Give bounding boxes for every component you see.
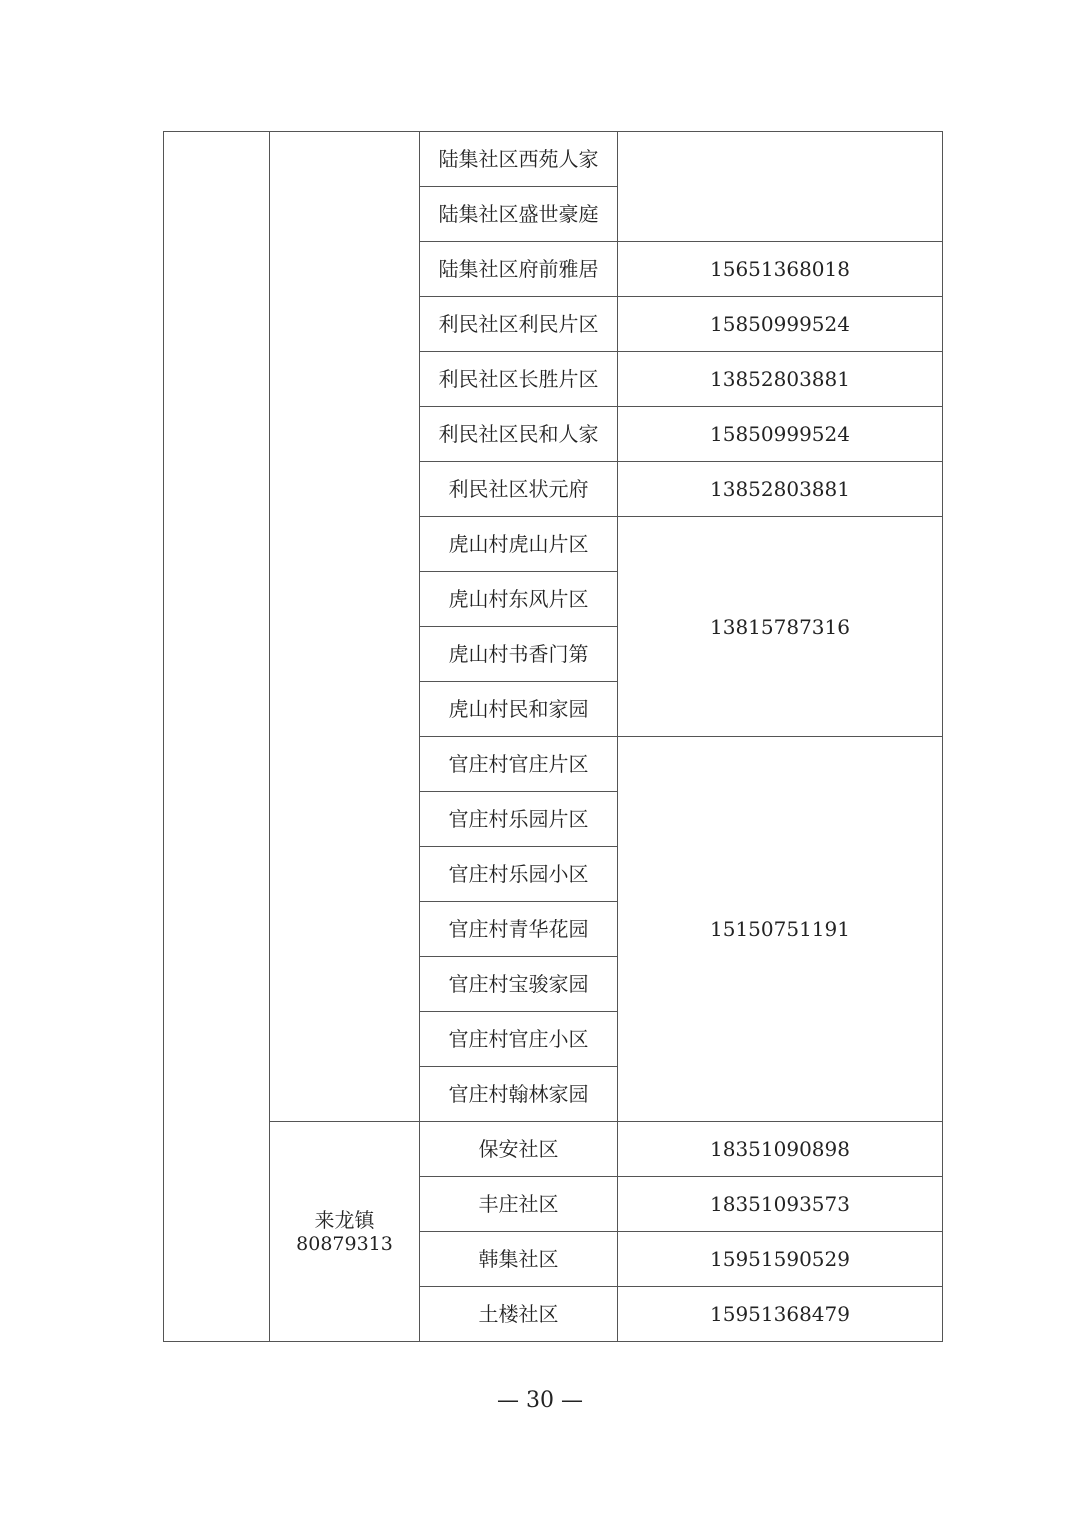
community-cell: 官庄村官庄小区: [420, 1012, 618, 1067]
community-cell: 陆集社区府前雅居: [420, 242, 618, 297]
district-cell: [164, 132, 270, 1342]
table-row: [164, 132, 943, 187]
town-cell: [270, 132, 420, 1122]
community-cell: 官庄村宝骏家园: [420, 957, 618, 1012]
phone-cell: 13852803881: [618, 352, 943, 407]
community-cell: 丰庄社区: [420, 1177, 618, 1232]
phone-cell: 18351093573: [618, 1177, 943, 1232]
contact-table: [163, 131, 943, 1342]
community-cell: 利民社区民和人家: [420, 407, 618, 462]
community-cell: 官庄村乐园小区: [420, 847, 618, 902]
community-cell: 虎山村虎山片区: [420, 517, 618, 572]
town-name: 来龙镇: [314, 1207, 375, 1232]
community-cell: 保安社区: [420, 1122, 618, 1177]
community-cell: 陆集社区盛世豪庭: [420, 187, 618, 242]
community-cell: 韩集社区: [420, 1232, 618, 1287]
town-cell: [270, 1122, 420, 1342]
community-cell: 利民社区长胜片区: [420, 352, 618, 407]
phone-cell: 15850999524: [618, 407, 943, 462]
town-phone: 80879313: [296, 1232, 393, 1255]
phone-cell: 15150751191: [618, 737, 943, 1122]
community-cell: 虎山村东风片区: [420, 572, 618, 627]
community-cell: 虎山村民和家园: [420, 682, 618, 737]
community-cell: 官庄村青华花园: [420, 902, 618, 957]
community-cell: 官庄村乐园片区: [420, 792, 618, 847]
community-cell: 利民社区状元府: [420, 462, 618, 517]
phone-cell: 15651368018: [618, 242, 943, 297]
phone-cell: 13815787316: [618, 517, 943, 737]
community-cell: 虎山村书香门第: [420, 627, 618, 682]
community-cell: 官庄村官庄片区: [420, 737, 618, 792]
phone-cell: 18351090898: [618, 1122, 943, 1177]
phone-cell: 15951590529: [618, 1232, 943, 1287]
phone-cell: 15850999524: [618, 297, 943, 352]
community-cell: 陆集社区西苑人家: [420, 132, 618, 187]
community-cell: 官庄村翰林家园: [420, 1067, 618, 1122]
community-cell: 土楼社区: [420, 1287, 618, 1342]
page-number: — 30 —: [497, 1388, 583, 1413]
community-cell: 利民社区利民片区: [420, 297, 618, 352]
table-row: [164, 1122, 943, 1177]
phone-cell: [618, 132, 943, 242]
phone-cell: 15951368479: [618, 1287, 943, 1342]
phone-cell: 13852803881: [618, 462, 943, 517]
